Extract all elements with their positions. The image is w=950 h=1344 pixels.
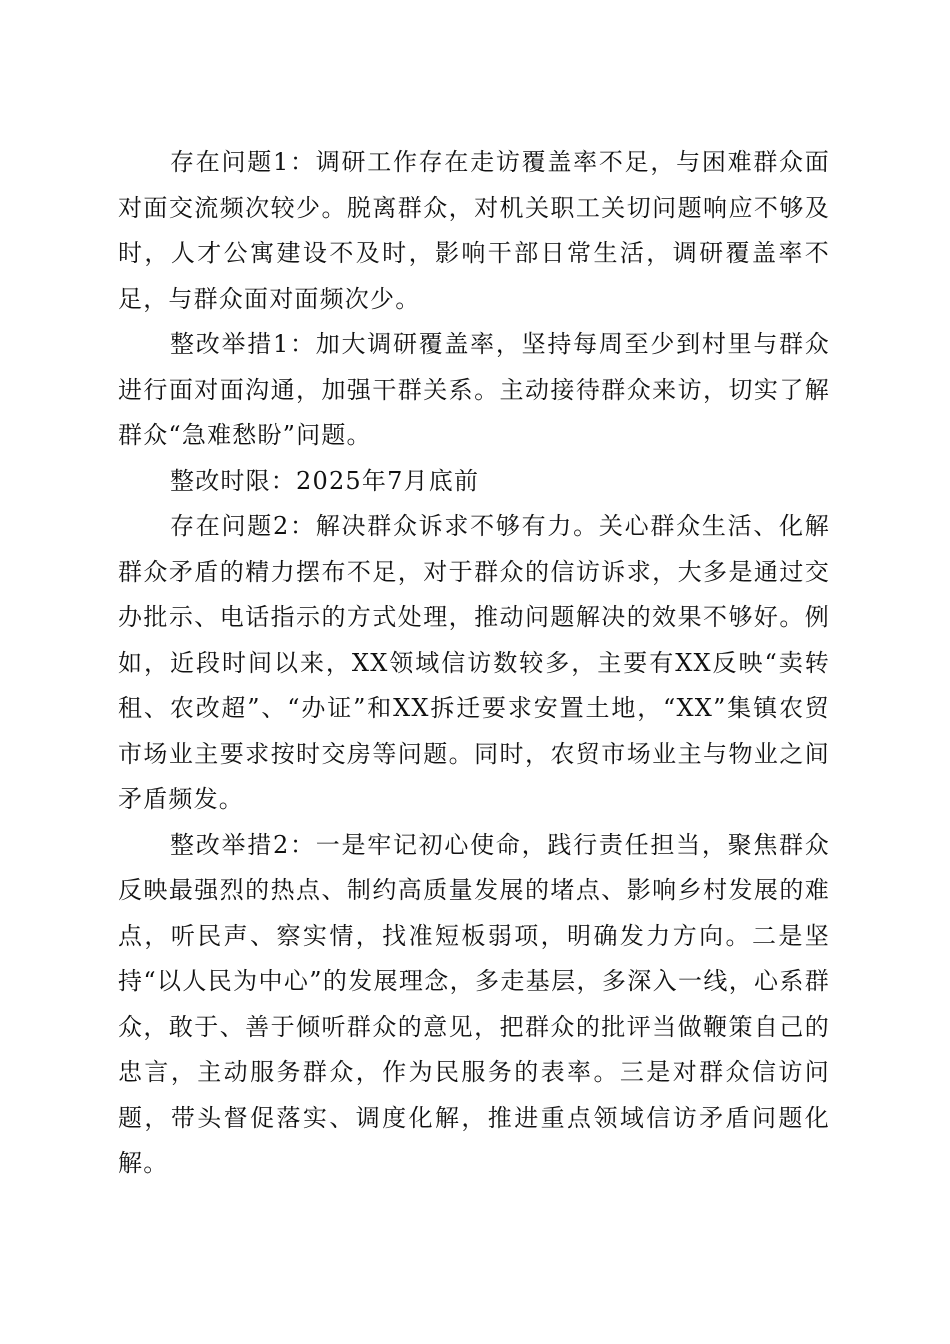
paragraph-measure-2: 整改举措2：一是牢记初心使命，践行责任担当，聚焦群众反映最强烈的热点、制约高质量发展的堵点、影响乡村发展的难点，听民声、察实情，找准短板弱项，明确发力方向。二是坚持“以人民为中心”的发展理念，多走基层，多深入一线，心系群众，敢于、善于倾听群众的意见，把群众的批评当做鞭策自己的忠言，主动服务群众，作为民服务的表率。三是对群众信访问题，带头督促落实、调度化解，推进重点领域信访矛盾问题化解。 (118, 830, 830, 1177)
paragraph-problem-2: 存在问题2：解决群众诉求不够有力。关心群众生活、化解群众矛盾的精力摆布不足，对于群众的信访诉求，大多是通过交办批示、电话指示的方式处理，推动问题解决的效果不够好。例如，近段时间以来，XX领域信访数较多，主要有XX反映“卖转租、农改超”、“办证”和XX拆迁要求安置土地，“XX”集镇农贸市场业主要求按时交房等问题。同时，农贸市场业主与物业之间矛盾频发。 (118, 512, 830, 813)
document-body (118, 140, 830, 1187)
paragraph-problem-1: 存在问题1：调研工作存在走访覆盖率不足，与困难群众面对面交流频次较少。脱离群众，对机关职工关切问题响应不够及时，人才公寓建设不及时，影响干部日常生活，调研覆盖率不足，与群众面对面频次少。 (118, 148, 830, 313)
paragraph-measure-1: 整改举措1：加大调研覆盖率，坚持每周至少到村里与群众进行面对面沟通，加强干群关系。主动接待群众来访，切实了解群众“急难愁盼”问题。 (118, 330, 830, 449)
paragraph-deadline: 整改时限：2025年7月底前 (170, 466, 480, 495)
